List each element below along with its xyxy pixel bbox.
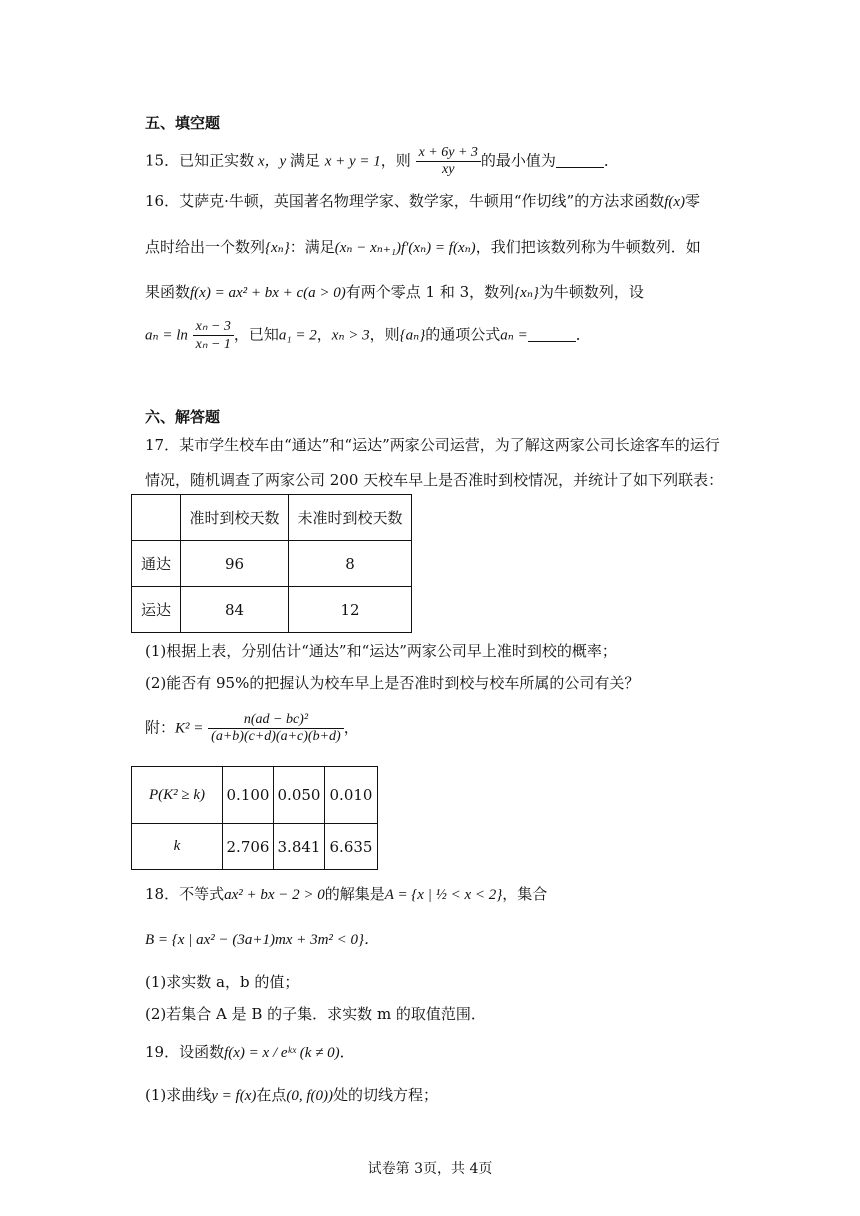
table-header-cell [132,495,181,541]
contingency-table [131,494,412,633]
question-16-line-1: 16．艾萨克·牛顿，英国著名物理学家、数学家，牛顿用“作切线”的方法求函数f(x)零 [145,192,701,210]
answer-blank [528,327,576,342]
k2-formula: 附：K² = $\frac{\text{n(ad − bc)²}}{(a+b)(c+d)(a+c)(b+d)}$ ， [145,712,359,744]
table-row: 通达 96 8 [132,541,412,587]
question-18-part-1: (1)求实数 a，b 的值； [145,973,300,991]
question-17-part-1: (1)根据上表，分别估计“通达”和“运达”两家公司早上准时到校的概率； [145,642,617,660]
question-16-line-3: 果函数f(x) = ax² + bx + c(a > 0)有两个零点 1 和 3，数列{xₙ}为牛顿数列，设 [145,283,644,301]
question-18-part-2: (2)若集合 A 是 B 的子集．求实数 m 的取值范围． [145,1005,486,1023]
table-row: P(K² ≥ k) 0.100 0.050 0.010 [132,767,378,824]
table-header-cell: 准时到校天数 [181,495,289,541]
q15-condition: x + y = 1 [324,153,381,170]
question-18-line-1: 18．不等式ax² + bx − 2 > 0的解集是A = {x | ½ < x < 2}，集合 [145,885,548,903]
table-row: k 2.706 3.841 6.635 [132,824,378,870]
question-17-part-2: (2)能否有 95%的把握认为校车早上是否准时到校与校车所属的公司有关？ [145,674,640,692]
question-17-line-1: 17．某市学生校车由“通达”和“运达”两家公司运营，为了解这两家公司长途客车的运行 [145,436,720,454]
k2-fraction: $\frac{\text{n(ad − bc)²}}{(a+b)(c+d)(a+c)(b+d)}$ [208,712,344,745]
critical-value-table [131,766,378,870]
question-15: 15．已知正实数 x，y 满足 x + y = 1，则 $\frac{x + 6y + 3}{xy}$ 的最小值为 ． [145,145,619,177]
question-19-part-1: (1)求曲线y = f(x)在点(0, f(0))处的切线方程； [145,1086,439,1104]
question-16-line-2: 点时给出一个数列{xₙ}：满足(xₙ − xₙ₊₁)f′(xₙ) = f(xₙ)，我们把该数列称为牛顿数列．如 [145,238,701,256]
q16-fraction: $\frac{\text{xₙ − 3}}{\text{xₙ − 1}}$ [193,318,234,353]
q15-text: 15．已知正实数 [145,151,255,170]
q15-vars: x，y [254,153,290,170]
table-header-cell: 未准时到校天数 [289,495,412,541]
section-heading-solutions: 六、解答题 [145,408,221,426]
q15-fraction: $\frac{x + 6y + 3}{xy}$ [416,145,481,178]
q15-text: 的最小值为 [480,151,556,170]
section-heading-fill-in: 五、填空题 [145,114,221,132]
table-row: 运达 84 12 [132,587,412,633]
question-19-line-1: 19．设函数f(x) = x / eᵏˣ (k ≠ 0)． [145,1043,355,1061]
answer-blank [556,153,604,168]
question-16-line-4: aₙ = ln $\frac{\text{xₙ − 3}}{\text{xₙ − 1}}$ ，已知a₁ = 2，xₙ > 3，则{aₙ}的通项公式aₙ = ． [145,319,591,352]
q15-text: ，则 [380,151,411,170]
question-17-line-2: 情况，随机调查了两家公司 200 天校车早上是否准时到校情况，并统计了如下列联表： [145,471,724,489]
q15-text: 满足 [289,151,320,170]
question-18-line-2: B = {x | ax² − (3a+1)mx + 3m² < 0}． [145,932,380,948]
page-footer: 试卷第 3页，共 4页 [367,1161,493,1177]
